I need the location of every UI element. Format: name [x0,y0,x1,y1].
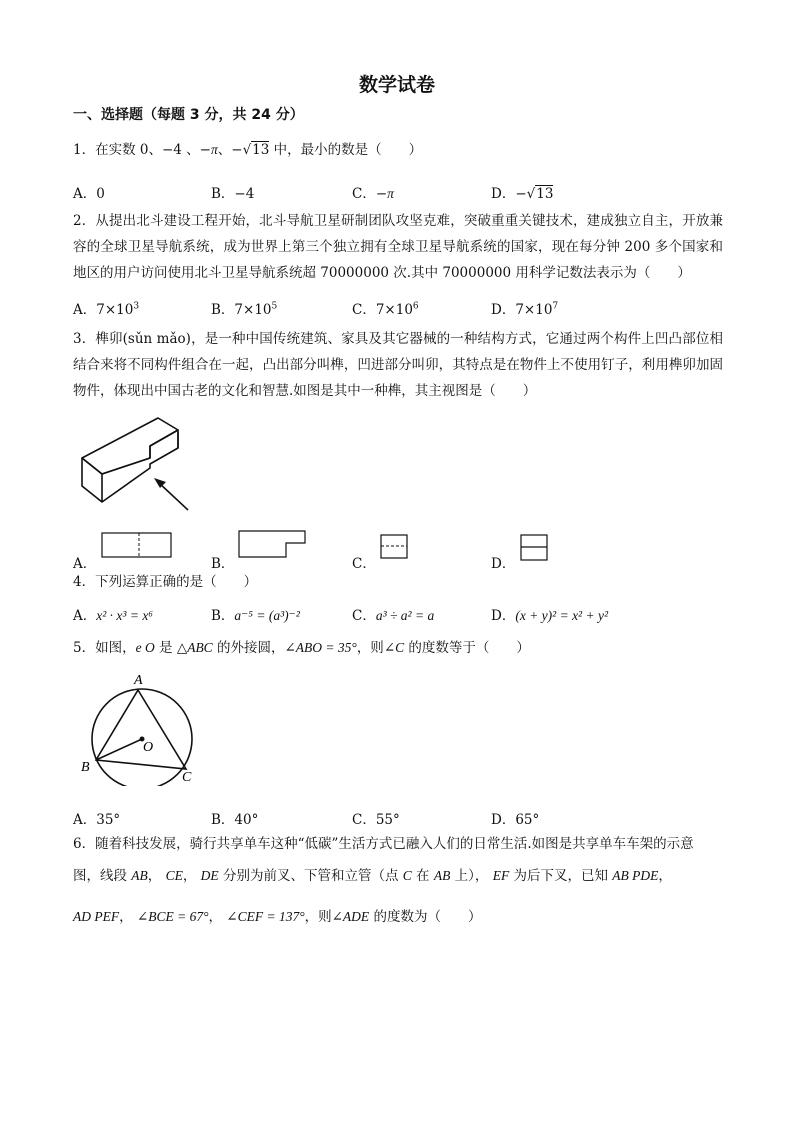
question-4-stem: 4．下列运算正确的是（ ） [73,574,258,590]
question-2-stem: 2．从提出北斗建设工程开始，北斗导航卫星研制团队攻坚克难，突破重重关键技术，建成独立自主，开放兼容的全球卫星导航系统，成为世界上第三个独立拥有全球卫星导航系统的国家，现在每分钟 200 多个国家和地区的用户访问使用北斗卫星导航系统超 70000000 次.其中 70000000 用科学记数法表示为（ ） [73,213,723,281]
label-c: C [182,770,192,785]
q1-option-d: D．−√13 [491,186,554,202]
q4-option-c: C．a³ ÷ a² = a [352,608,435,624]
q4-option-a: A．x² · x³ = x⁶ [73,608,153,624]
q5-option-b: B．40° [211,812,259,828]
label-a: A [134,673,143,688]
q2-option-d: D．$7\times 10^7$ [491,301,559,318]
page-title: 数学试卷 [358,74,435,96]
q1-option-c: C．−π [352,186,394,202]
section-heading: 一、选择题（每题 3 分，共 24 分） [73,107,304,123]
q3-option-a-figure [101,532,173,560]
question-3-stem: 3．榫卯(sǔn mǎo)，是一种中国传统建筑、家具及其它器械的一种结构方式，它通过两个构件上凹凸部位相结合来将不同构件组合在一起，凸出部分叫榫，凹进部分叫卯，其特点是在物件上不使用钉子，利用榫卯加固物件，体现出中国古老的文化和智慧.如图是其中一种榫，其主视图是（ ） [73,331,723,399]
q3-option-b-figure [238,530,308,560]
question-5-stem: 5．如图，e O 是 △ABC 的外接圆，∠ABO = 35°，则∠C 的度数等于（ ） [73,640,530,656]
q3-option-d: D． [491,556,516,572]
q3-option-b: B． [211,556,235,572]
tenon-3d-figure [76,410,196,522]
question-6-line-3: AD PEF， ∠BCE = 67°， ∠CEF = 137°，则∠ADE 的度数为（ ） [73,909,482,925]
q5-option-a: A．35° [73,812,121,828]
q5-option-c: C．55° [352,812,400,828]
question-6-line-2: 图，线段 AB， CE， DE 分别为前叉、下管和立管（点 C 在 AB 上）， EF 为后下叉，已知 AB PDE， [73,868,672,884]
label-b: B [81,760,90,775]
q2-option-c: C．$7\times 10^6$ [352,301,419,318]
q2-option-b: B．$7\times 10^5$ [211,301,278,318]
q4-option-d: D．(x + y)² = x² + y² [491,608,609,624]
question-6-line-1: 6．随着科技发展，骑行共享单车这种“低碳”生活方式已融入人们的日常生活.如图是共享单车车架的示意 [73,836,694,852]
q1-option-a: A．0 [73,186,105,202]
q3-option-c: C． [352,556,376,572]
q4-option-b: B．a⁻⁵ = (a³)⁻² [211,608,300,624]
q1-option-b: B．−4 [211,186,255,202]
q3-option-a: A． [73,556,97,572]
q2-option-a: A．$7\times 10^3$ [73,301,140,318]
q3-option-d-figure [520,534,550,562]
circle-triangle-figure [76,666,216,786]
question-1-stem: 1．在实数 0、−4 、−π、−√13 中，最小的数是（ ） [73,142,423,158]
q5-option-d: D．65° [491,812,540,828]
label-o: O [143,740,154,755]
q3-option-c-figure [380,534,410,560]
